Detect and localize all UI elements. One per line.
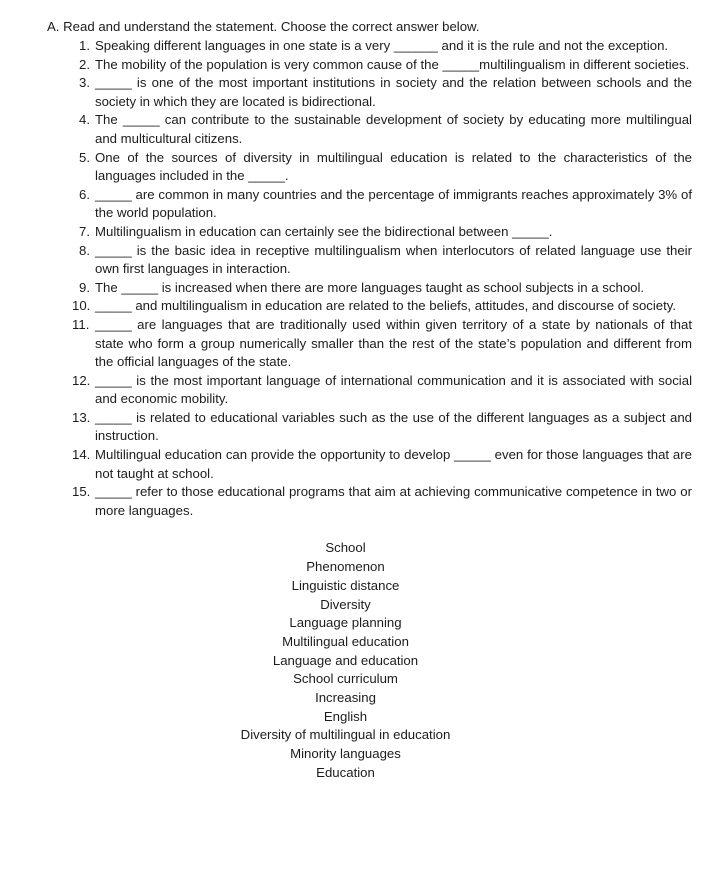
question-number: 10. [72,298,91,314]
question-text: Multilingualism in education can certainly see the bidirectional between _____. [95,223,553,239]
question-text: One of the sources of diversity in multilingual education is related to the characteristics of the languages included in the _____. [95,149,692,184]
question-item-2 [47,56,692,75]
question-number: 9. [79,279,90,295]
word-bank-item: Multilingual education [282,633,409,649]
word-bank-item: School [325,540,366,556]
question-item-5 [47,149,692,186]
question-number: 3. [79,75,90,91]
question-item-4 [47,111,692,148]
question-item-15 [47,483,692,520]
question-number: 14. [72,447,91,463]
question-number: 4. [79,112,90,128]
question-text: _____ are common in many countries and the percentage of immigrants reaches approximately 3% of the world population. [95,186,692,221]
question-item-14 [47,446,692,483]
word-bank-item: School curriculum [293,671,398,687]
word-bank-item: Language planning [289,615,402,631]
word-bank-item: English [323,708,368,724]
question-item-13 [47,409,692,446]
word-bank-item: Diversity [320,596,371,612]
question-text: _____ is related to educational variables such as the use of the different languages as a subject and instruction. [95,409,692,444]
question-number: 12. [72,372,91,388]
question-text: _____ is the most important language of international communication and it is associated with social and economic mobility. [95,372,692,407]
question-number: 2. [79,56,90,72]
question-number: 7. [79,223,90,239]
question-number: 11. [72,316,90,332]
question-number: 8. [79,242,90,258]
question-number: 5. [79,149,90,165]
word-bank-item: Language and education [272,652,419,668]
question-text: The _____ can contribute to the sustainable development of society by educating more multilingual and multicultural citizens. [95,112,692,146]
question-item-11 [47,316,692,372]
word-bank-item: Education [316,764,375,780]
question-number: 15. [72,484,91,500]
question-item-6 [47,186,692,223]
question-item-8 [47,242,692,279]
question-list [47,37,692,520]
word-bank-item: Phenomenon [306,559,385,575]
question-text: _____ are languages that are traditionally used within given territory of a state by nationals of that state who form a group numerically smaller than the rest of the state’s population and different from the official languages of the state. [95,316,692,370]
section-heading: A. Read and understand the statement. Choose the correct answer below. [47,19,480,34]
question-number: 13. [72,409,91,425]
word-bank-item: Increasing [315,690,376,706]
word-bank-item: Minority languages [290,746,401,762]
question-text: _____ refer to those educational programs that aim at achieving communicative competence in two or more languages. [95,484,692,518]
question-item-7 [47,223,692,242]
question-item-3 [47,74,692,111]
question-item-9 [47,279,692,298]
word-bank-spacer [47,520,692,539]
word-bank-item: Linguistic distance [291,577,400,593]
question-text: _____ is the basic idea in receptive multilingualism when interlocutors of related language use their own first languages in interaction. [95,242,692,277]
question-text: _____ is one of the most important institutions in society and the relation between schools and the society in which they are located is bidirectional. [95,75,692,109]
question-text: The _____ is increased when there are more languages taught as school subjects in a school. [95,279,645,295]
question-item-12 [47,372,692,409]
question-text: Speaking different languages in one state is a very ______ and it is the rule and not the exception. [95,38,669,53]
question-number: 6. [79,186,90,202]
question-text: Multilingual education can provide the opportunity to develop _____ even for those languages that are not taught at school. [95,447,692,481]
question-number: 1. [79,38,90,53]
question-text: The mobility of the population is very common cause of the _____multilingualism in different societies. [95,56,690,72]
word-bank [23,539,668,782]
question-text: _____ and multilingualism in education are related to the beliefs, attitudes, and discourse of society. [95,298,677,314]
question-item-10 [47,297,692,316]
word-bank-item: Diversity of multilingual in education [240,727,451,743]
question-item-1 [47,37,692,56]
